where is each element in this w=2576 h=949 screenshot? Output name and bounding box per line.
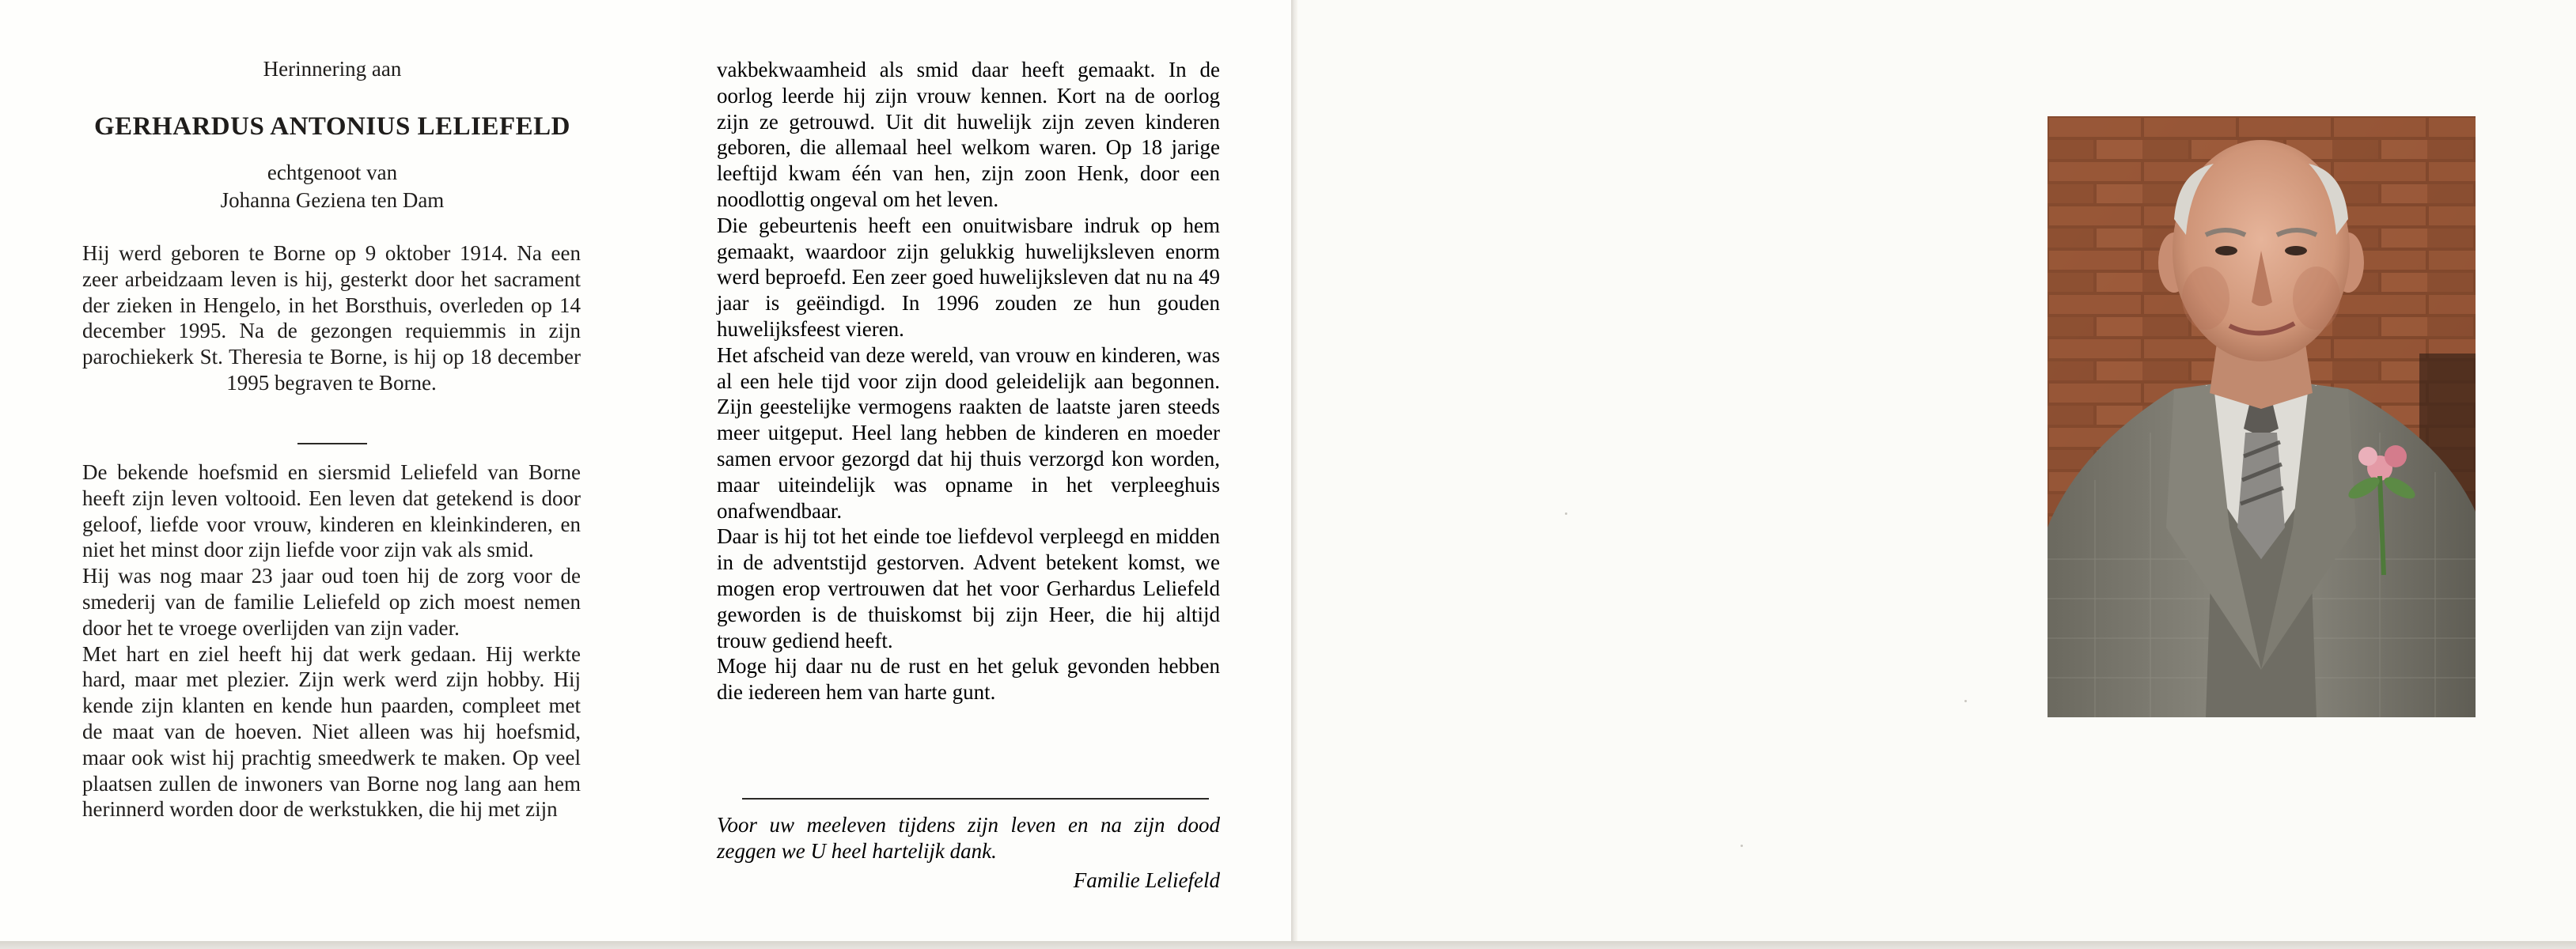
thanks-rule (742, 798, 1209, 800)
spouse-label: echtgenoot van (267, 161, 398, 184)
tribute-paragraph: vakbekwaamheid als smid daar heeft gemaakt. In de oorlog leerde hij zijn vrouw kennen. Kort na de oorlog zijn ze getrouwd. Uit dit huwelijk zijn zeven kinderen geboren, die allemaal heel welkom waren. Op 18 jarige leeftijd kwam één van hen, zijn zoon Henk, door een noodlottig ongeval om het leven. (717, 58, 1220, 211)
tribute-column-1 (82, 459, 581, 822)
tribute-paragraph: Die gebeurtenis heeft een onuitwisbare indruk op hem gemaakt, waardoor zijn gelukkig huwelijksleven enorm werd beproefd. Een zeer goed huwelijksleven dat nu na 49 jaar is geëindigd. In 1996 zouden ze hun gouden huwelijksfeest vieren. (717, 213, 1220, 341)
section-divider (297, 443, 367, 444)
paper-speck (1964, 700, 1967, 702)
biography-block (82, 240, 581, 396)
blank-panel (1297, 0, 1930, 941)
tribute-paragraph: De bekende hoefsmid en siersmid Leliefeld van Borne heeft zijn leven voltooid. Een leven dat getekend is door geloof, liefde voor vrouw, kinderen en kleinkinderen, en niet het minst door zijn liefde voor zijn vak als smid. (82, 460, 581, 562)
tribute-paragraph: Daar is hij tot het einde toe liefdevol verpleegd en midden in de adventstijd gestorven. Advent betekent komst, we mogen erop vertrouwen dat het voor Gerhardus Leliefeld geworden is de thuiskomst bij zijn Heer, die hij altijd trouw gediend heeft. (717, 524, 1220, 652)
tribute-column-2 (717, 57, 1220, 705)
portrait-photo-icon (2048, 116, 2476, 717)
card-fold (1291, 0, 1297, 941)
spouse-name: Johanna Geziena ten Dam (220, 188, 445, 212)
biography-text: Hij werd geboren te Borne op 9 oktober 1914. Na een zeer arbeidzaam leven is hij, gesterkt door het sacrament der zieken in Hengelo, in het Borsthuis, overleden op 14 december 1995. Na de gezongen requiemmis in zijn parochiekerk St. Theresia te Borne, is hij op 18 december 1995 begraven te Borne. (82, 241, 581, 395)
intro-line: Herinnering aan (263, 57, 402, 81)
tribute-paragraph: Moge hij daar nu de rust en het geluk gevonden hebben die iedereen hem van harte gunt. (717, 654, 1220, 705)
text-panel-left (0, 0, 680, 941)
paper-speck (1741, 845, 1743, 847)
deceased-name: GERHARDUS ANTONIUS LELIEFELD (93, 112, 571, 141)
tribute-paragraph: Het afscheid van deze wereld, van vrouw en kinderen, was al een hele tijd voor zijn dood geleidelijk aan begonnen. Zijn geestelijke vermogens raakten de laatste jaren steeds meer uitgeput. Heel lang hebben de kinderen en moeder samen ervoor gezorgd dat hij thuis verzorgd kon worden, maar uiteindelijk was opname in het verpleeghuis onafwendbaar. (717, 342, 1220, 523)
family-signature: Familie Leliefeld (1073, 868, 1220, 892)
thanks-text: Voor uw meeleven tijdens zijn leven en na zijn dood zeggen we U heel hartelijk dank. (717, 813, 1220, 863)
tribute-paragraph: Hij was nog maar 23 jaar oud toen hij de zorg voor de smederij van de familie Leliefeld op zich moest nemen door het te vroege overlijden van zijn vader. (82, 564, 581, 640)
paper-speck (1565, 512, 1567, 515)
scan-bottom-edge (0, 941, 2576, 949)
tribute-paragraph: Met hart en ziel heeft hij dat werk gedaan. Hij werkte hard, maar met plezier. Zijn werk werd zijn hobby. Hij kende zijn klanten en kende hun paarden, compleet met de maat van de hoeven. Niet alleen was hij hoefsmid, maar ook wist hij prachtig smeedwerk te maken. Op veel plaatsen zullen de inwoners van Borne nog lang aan hem herinnerd worden door de werkstukken, die hij met zijn (82, 641, 581, 822)
